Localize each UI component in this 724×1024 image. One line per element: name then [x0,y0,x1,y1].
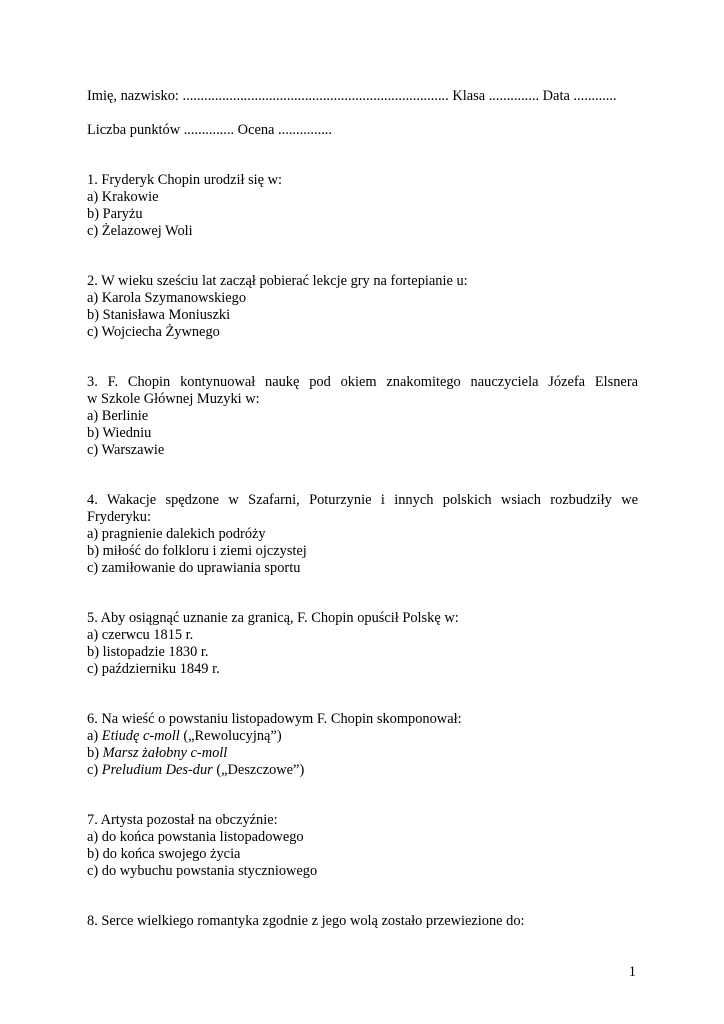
question-2-option-c: c) Wojciecha Żywnego [87,324,220,340]
question-1-option-c: c) Żelazowej Woli [87,223,193,239]
question-5-option-b: b) listopadzie 1830 r. [87,644,209,660]
option-c-suffix: („Deszczowe”) [212,762,305,778]
question-1-text: 1. Fryderyk Chopin urodził się w: [87,172,283,188]
question-7-text: 7. Artysta pozostał na obczyźnie: [87,812,278,828]
question-8-text: 8. Serce wielkiego romantyka zgodnie z jego wolą zostało przewiezione do: [87,913,525,929]
question-2-option-a: a) Karola Szymanowskiego [87,290,247,306]
question-3-option-c: c) Warszawie [87,442,165,458]
question-3-option-b: b) Wiedniu [87,425,152,441]
question-4-text: 4. Wakacje spędzone w Szafarni, Poturzynie i innych polskich wsiach rozbudziły we [87,492,638,508]
question-1-option-b: b) Paryżu [87,206,143,222]
option-a-suffix: („Rewolucyjną”) [179,728,282,744]
question-4-option-b: b) miłość do folkloru i ziemi ojczystej [87,543,307,559]
question-3-text: 3. F. Chopin kontynuował naukę pod okiem znakomitego nauczyciela Józefa Elsnera [87,374,638,390]
option-a-title: Etiudę c-moll [101,728,180,744]
question-5-option-a: a) czerwcu 1815 r. [87,627,194,643]
question-4-option-a: a) pragnienie dalekich podróży [87,526,266,542]
option-c-title: Preludium Des-dur [101,762,213,778]
name-class-date-line: Imię, nazwisko: .......................................................................... Klasa .............. Data ............ [87,88,617,104]
points-grade-line: Liczba punktów .............. Ocena ............... [87,122,332,138]
question-3-text-cont: w Szkole Głównej Muzyki w: [87,391,260,407]
question-7-option-c: c) do wybuchu powstania styczniowego [87,863,318,879]
question-6-option-c [87,762,304,779]
question-4-option-c: c) zamiłowanie do uprawiania sportu [87,560,301,576]
option-b-prefix: b) [87,745,103,761]
question-5-option-c: c) październiku 1849 r. [87,661,220,677]
question-7-option-a: a) do końca powstania listopadowego [87,829,304,845]
page-number: 1 [628,964,636,980]
option-c-prefix: c) [87,762,102,778]
question-4-text-cont: Fryderyku: [87,509,151,525]
option-b-title: Marsz żałobny c-moll [102,745,228,761]
question-5-text: 5. Aby osiągnąć uznanie za granicą, F. Chopin opuścił Polskę w: [87,610,459,626]
question-1-option-a: a) Krakowie [87,189,159,205]
question-3-option-a: a) Berlinie [87,408,149,424]
question-2-text: 2. W wieku sześciu lat zaczął pobierać lekcje gry na fortepianie u: [87,273,468,289]
question-2-option-b: b) Stanisława Moniuszki [87,307,231,323]
question-6-option-a [87,728,282,745]
option-a-prefix: a) [87,728,102,744]
question-6-text: 6. Na wieść o powstaniu listopadowym F. Chopin skomponował: [87,711,462,727]
question-7-option-b: b) do końca swojego życia [87,846,241,862]
question-6-option-b [87,745,227,762]
